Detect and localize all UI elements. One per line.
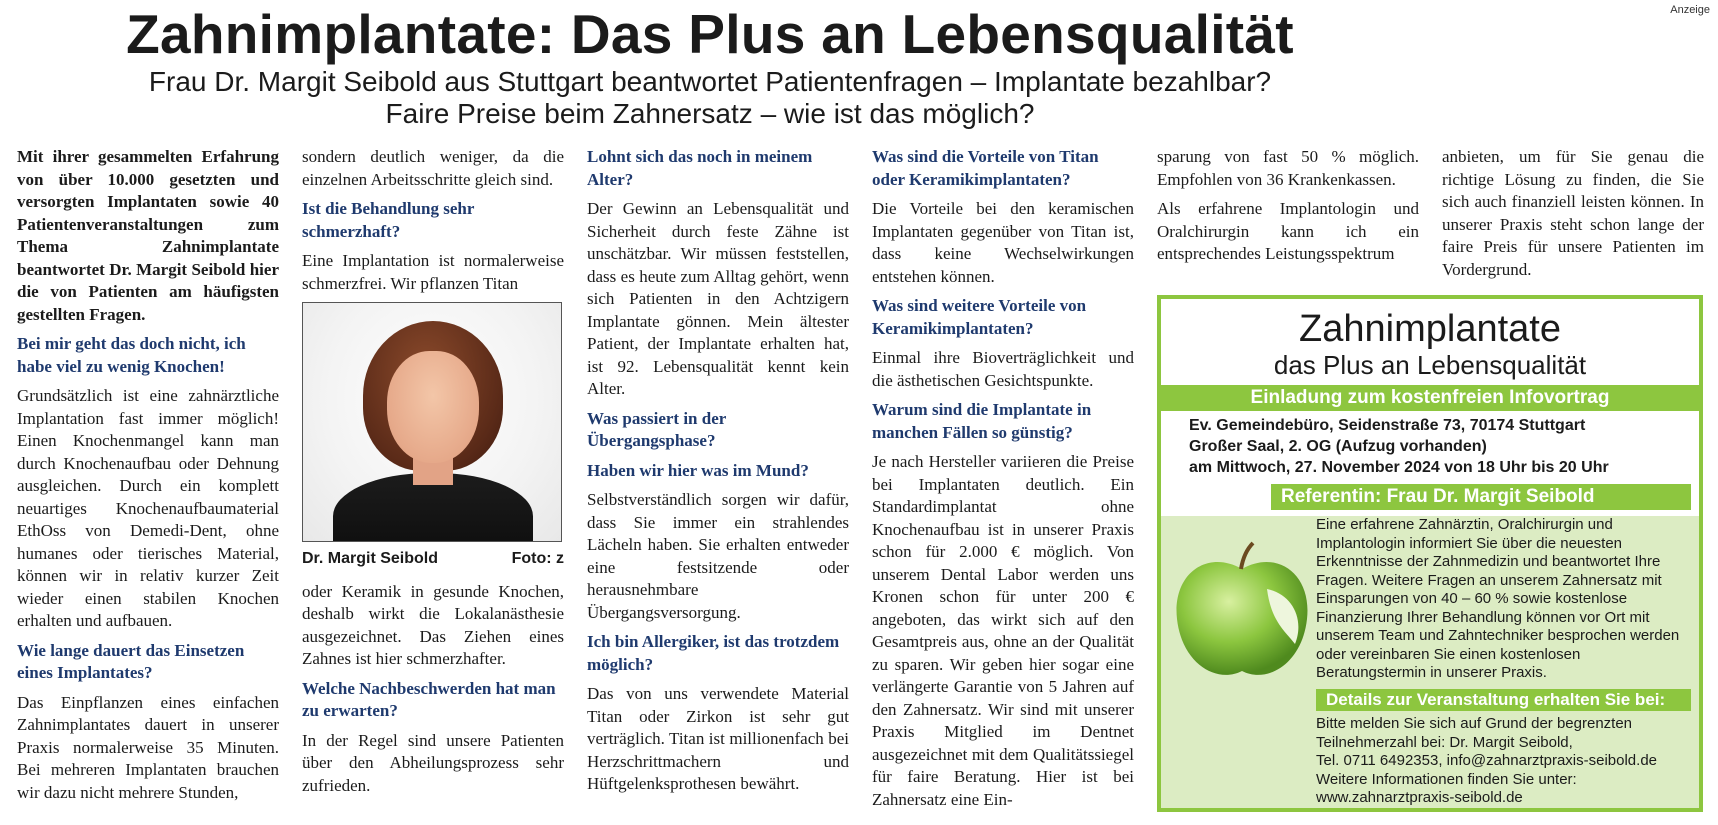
question-heading: Was passiert in der Übergangsphase?	[587, 408, 727, 450]
question-heading: Lohnt sich das noch in meinem Alter?	[587, 147, 813, 189]
answer-paragraph: oder Keramik in gesunde Knochen, deshalb wirkt die Lokalanästhesie ausgezeichnet. Das Ziehen eines Zahnes ist hier schmerzhafter.	[302, 581, 564, 668]
column-4	[872, 146, 1134, 818]
answer-paragraph: Die Vorteile bei den keramischen Implantaten gegenüber von Titan ist, dass keine Wechselwirkungen entstehen können.	[872, 199, 1134, 286]
question-heading: Haben wir hier was im Mund?	[587, 460, 809, 480]
answer-paragraph: sparung von fast 50 % möglich. Empfohlen von 36 Krankenkassen.	[1157, 147, 1419, 189]
contact-info	[1316, 715, 1689, 808]
column-6	[1442, 146, 1704, 288]
column-5	[1157, 146, 1419, 273]
answer-paragraph: In der Regel sind unsere Patienten über den Abheilungsprozess sehr zufrieden.	[302, 730, 564, 795]
event-invitation-box	[1157, 295, 1703, 812]
caption-credit: Foto: z	[511, 550, 564, 567]
question-heading: Ist die Behandlung sehr schmerzhaft?	[302, 199, 475, 241]
question-heading: Ich bin Allergiker, ist das trotzdem möglich?	[587, 632, 840, 674]
contact-line: Weitere Informationen finden Sie unter:	[1316, 770, 1577, 788]
address-line: am Mittwoch, 27. November 2024 von 18 Uhr bis 20 Uhr	[1189, 459, 1609, 476]
answer-paragraph: Grundsätzlich ist eine zahnärztliche Implantation fast immer möglich! Einen Knochenmangel kann man durch Knochenaufbau oder Dehnung ausgleichen. Durch ein komplett neuartiges Knochenaufbaumaterial EthOss von Demedi-Dent, ohne humanes oder tierisches Material, können wir in relativ kurzer Zeit wieder einen stabilen Knochen erhalten und aufbauen.	[17, 386, 279, 630]
speaker-banner: Referentin: Frau Dr. Margit Seibold	[1271, 484, 1691, 510]
page-subtitle	[0, 66, 1420, 130]
question-heading: Warum sind die Implantate in manchen Fällen so günstig?	[872, 400, 1092, 442]
photo-caption	[302, 548, 564, 571]
address-line: Ev. Gemeindebüro, Seidenstraße 73, 70174 Stuttgart	[1189, 417, 1586, 434]
invite-banner: Einladung zum kostenfreien Infovortrag	[1161, 385, 1699, 411]
lead-paragraph: Mit ihrer gesammelten Erfahrung von über 10.000 gesetzten und versorgten Implantaten sowie 40 Patientenveranstaltungen zum Thema Zahnimplantate beantwortet Dr. Margit Seibold hier die von Patienten am häufigsten gestellten Fragen.	[17, 147, 279, 324]
box-title: Zahnimplantate	[1299, 308, 1561, 350]
column-1	[17, 146, 279, 811]
answer-paragraph: sondern deutlich weniger, da die einzelnen Arbeitsschritte gleich sind.	[302, 147, 564, 189]
apple-icon	[1167, 539, 1317, 689]
contact-phone-email[interactable]: Tel. 0711 6492353, info@zahnarztpraxis-seibold.de	[1316, 752, 1658, 769]
question-heading: Welche Nachbeschwerden hat man zu erwarten?	[302, 678, 556, 720]
column-3	[587, 146, 849, 803]
box-subtitle: das Plus an Lebensqualität	[1273, 350, 1587, 380]
subtitle-line-2: Faire Preise beim Zahnersatz – wie ist das möglich?	[385, 98, 1035, 129]
answer-paragraph: Je nach Hersteller variieren die Preise bei Implantaten deutlich. Ein Standardimplantat ohne Knochenaufbau ist in unserer Praxis schon für 2.000 € möglich. Von unserem Dental Labor werden uns Kronen schon für unter 200 € angeboten, das wirkt sich auf den Gesamtpreis aus, ohne an der Qualität zu sparen. Wir geben hier sogar eine verlängerte Garantie von 5 Jahren auf den Zahnersatz. Wir sind mit unserer Praxis Mitglied im Dentnet ausgezeichnet mit dem Qualitätssiegel für faire Beratung. Hier ist bei Zahnersatz eine Ein-	[872, 452, 1134, 809]
page-title: Zahnimplantate: Das Plus an Lebensqualität	[126, 3, 1294, 65]
caption-name: Dr. Margit Seibold	[302, 550, 439, 567]
question-heading: Was sind die Vorteile von Titan oder Keramikimplantaten?	[872, 147, 1099, 189]
details-banner: Details zur Veranstaltung erhalten Sie bei:	[1316, 689, 1691, 711]
subtitle-line-1: Frau Dr. Margit Seibold aus Stuttgart beantwortet Patientenfragen – Implantate bezahlbar?	[148, 66, 1272, 97]
website-link[interactable]: www.zahnarztpraxis-seibold.de	[1316, 789, 1523, 806]
answer-paragraph: Einmal ihre Bioverträglichkeit und die ästhetischen Gesichtspunkte.	[872, 348, 1134, 390]
answer-paragraph: Der Gewinn an Lebensqualität und Sicherheit durch feste Zähne ist unschätzbar. Wir müssen feststellen, dass es heute zum Alltag gehört, wenn sich Patienten in den Achtzigern Implantate gönnen. Mein ältester Patient, der Implantate erhalten hat, ist 92. Lebensqualität kennt kein Alter.	[587, 199, 849, 398]
portrait-photo	[302, 302, 562, 542]
answer-paragraph: anbieten, um für Sie genau die richtige Lösung zu finden, die Sie sich auch finanziell leisten können. In unserer Praxis steht schon lange der faire Preis für unsere Patienten im Vordergrund.	[1442, 147, 1704, 279]
question-heading: Wie lange dauert das Einsetzen eines Implantates?	[17, 640, 245, 682]
answer-paragraph: Das von uns verwendete Material Titan oder Zirkon ist sehr gut verträglich. Titan ist millionenfach bei Herzschrittmachern und Hüftgelenksprothesen bewährt.	[587, 684, 849, 793]
answer-paragraph: Das Einpflanzen eines einfachen Zahnimplantates dauert in unserer Praxis normalerweise 35 Minuten. Bei mehreren Implantaten brauchen wir dazu nicht mehrere Stunden,	[17, 692, 279, 802]
answer-paragraph: Selbstverständlich sorgen wir dafür, dass Sie immer ein strahlendes Lächeln haben. Sie erhalten entweder eine festsitzende oder herausnehmbare Übergangsversorgung.	[587, 490, 849, 622]
ad-label: Anzeige	[1670, 4, 1710, 16]
event-description: Eine erfahrene Zahnärztin, Oralchirurgin und Implantologin informiert Sie über die neuesten Erkenntnisse der Zahnmedizin und beantwortet Ihre Fragen. Weitere Fragen an unserem Zahnersatz mit Einsparungen von 40 – 60 % sowie kostenlose Finanzierung Ihrer Behandlung können vor Ort mit unserem Team und Zahntechniker besprochen werden oder vereinbaren Sie einen kostenlosen Beratungstermin in unserer Praxis.	[1316, 516, 1680, 681]
question-heading: Was sind weitere Vorteile von Keramikimplantaten?	[872, 296, 1087, 338]
column-2	[302, 146, 564, 804]
event-address	[1161, 411, 1699, 482]
contact-line: Bitte melden Sie sich auf Grund der begrenzten Teilnehmerzahl bei: Dr. Margit Seibold,	[1316, 715, 1633, 751]
answer-paragraph: Eine Implantation ist normalerweise schmerzfrei. Wir pflanzen Titan	[302, 251, 564, 293]
question-heading: Bei mir geht das doch nicht, ich habe viel zu wenig Knochen!	[17, 334, 246, 376]
answer-paragraph: Als erfahrene Implantologin und Oralchirurgin kann ich ein entsprechendes Leistungsspektrum	[1157, 199, 1419, 263]
address-line: Großer Saal, 2. OG (Aufzug vorhanden)	[1189, 438, 1487, 455]
